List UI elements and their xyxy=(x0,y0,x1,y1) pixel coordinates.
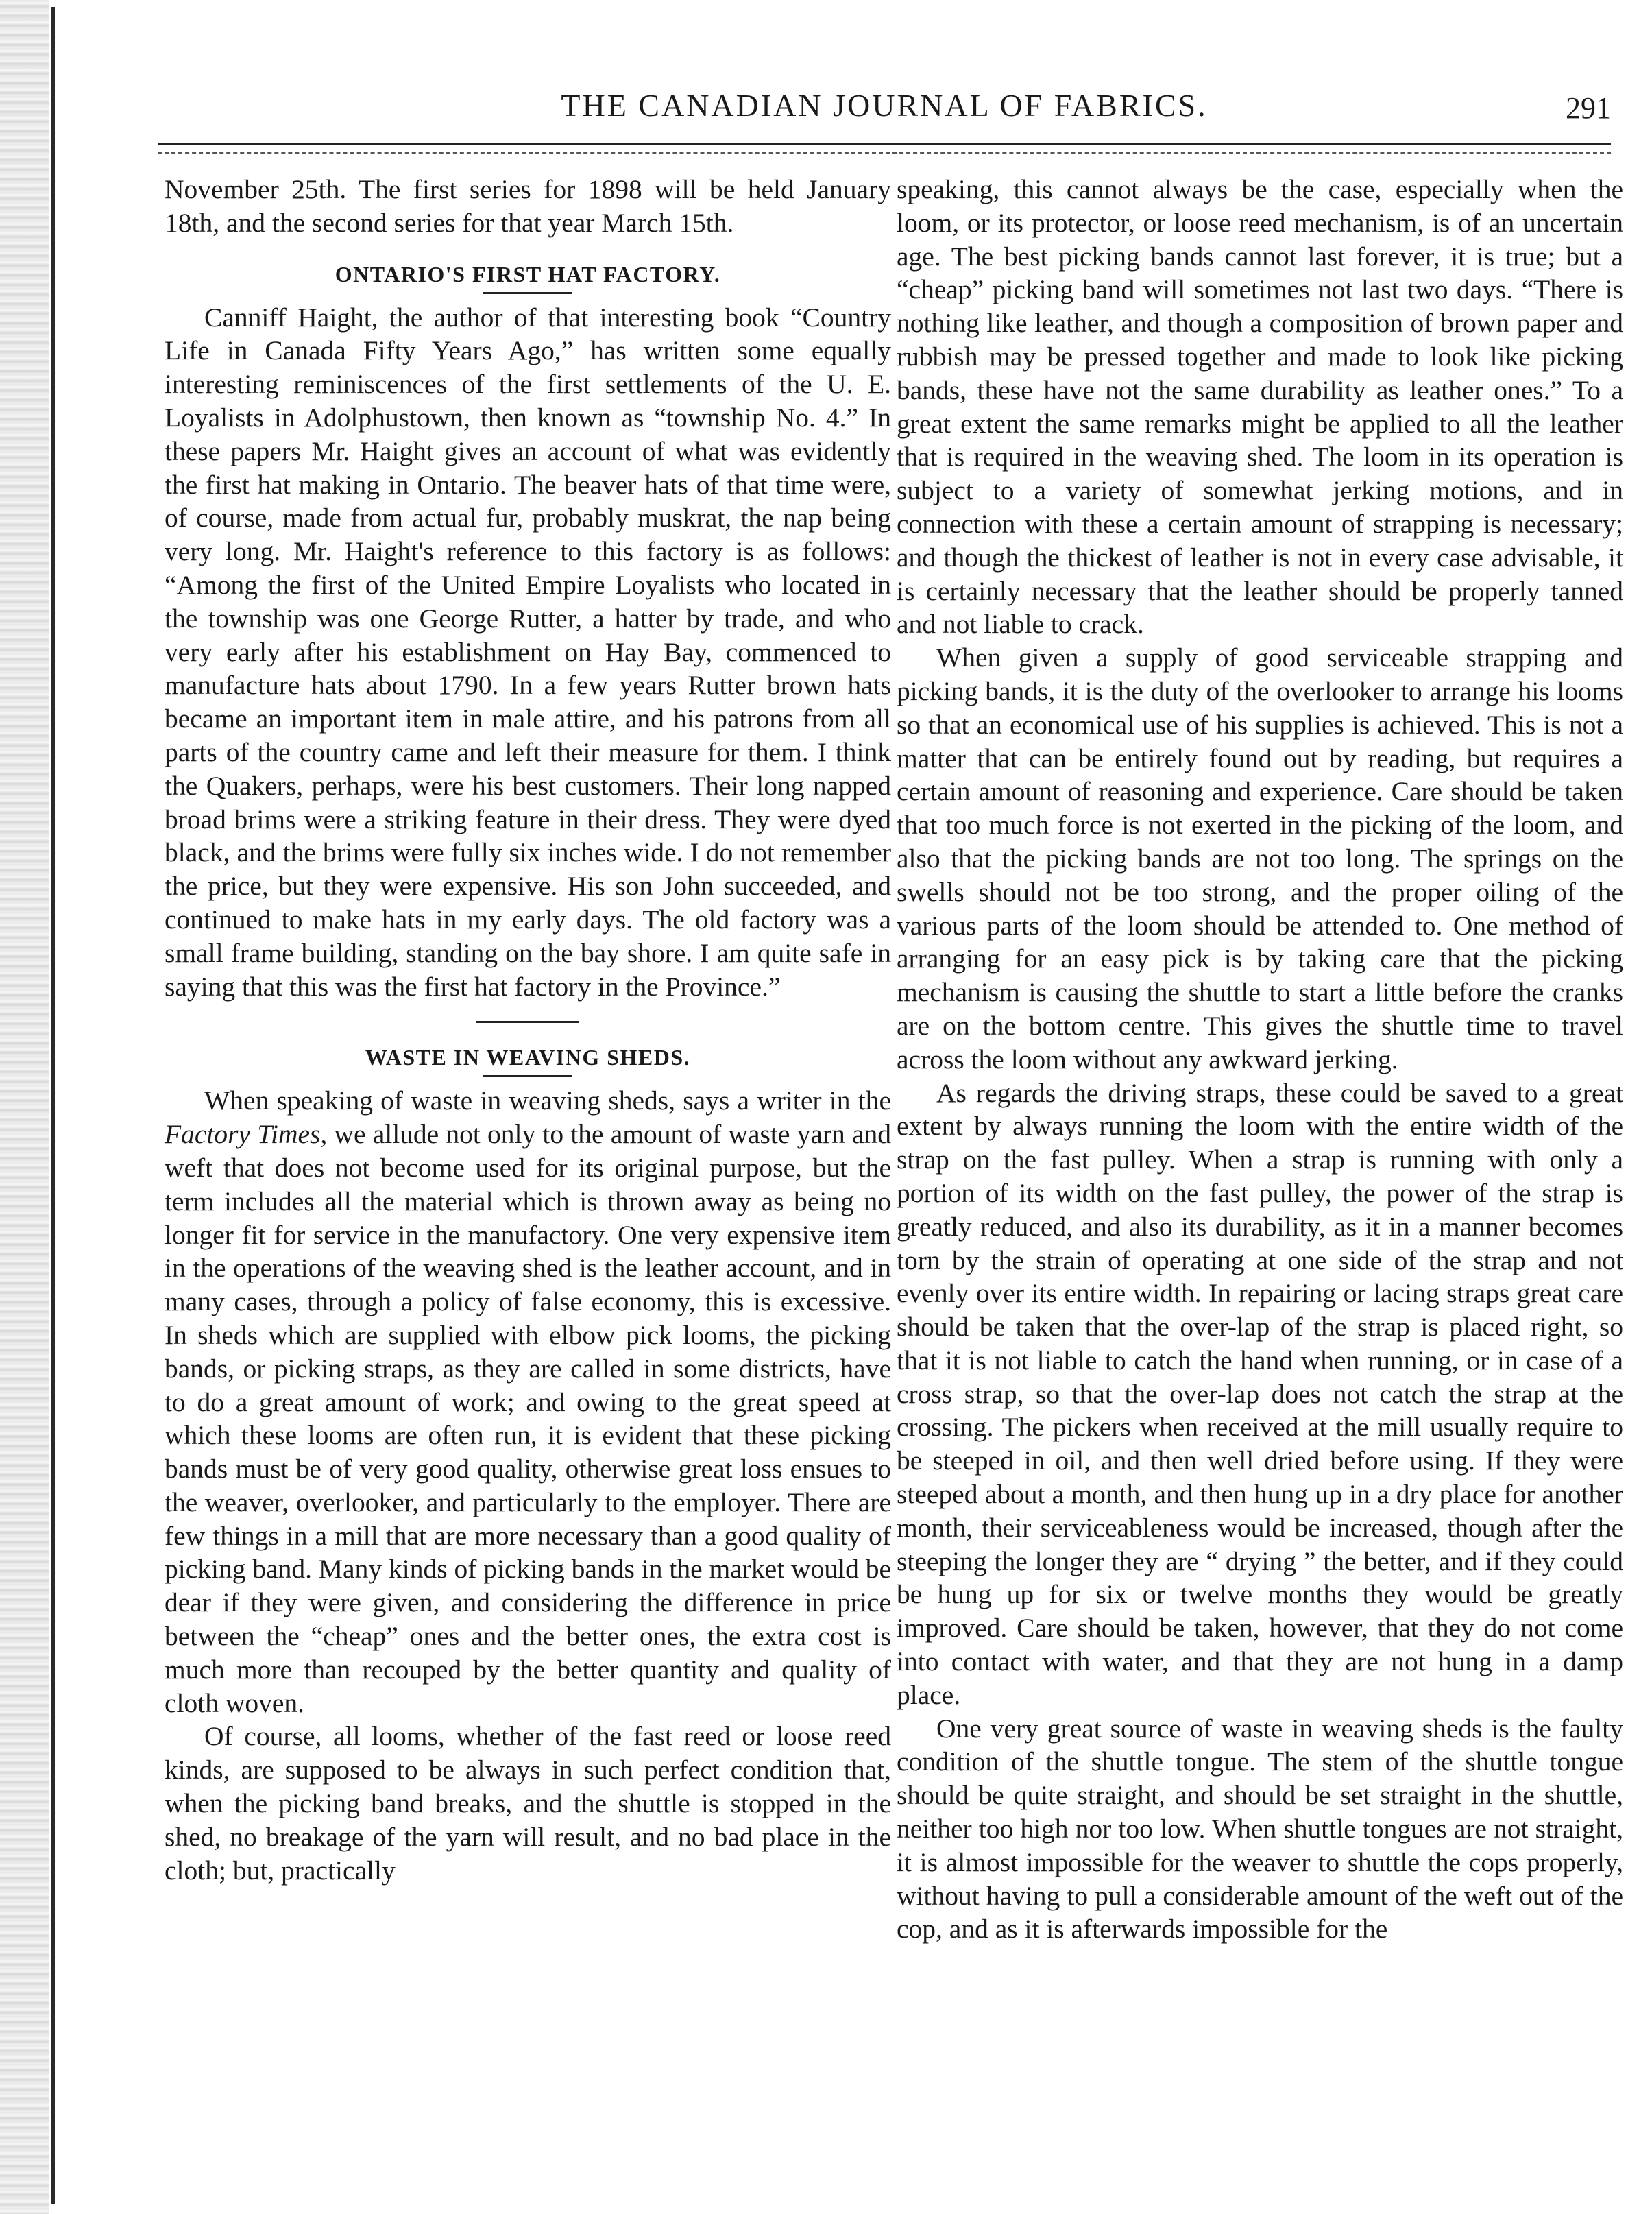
source-publication: Factory Times xyxy=(165,1119,321,1150)
waste-paragraph-continued: speaking, this cannot always be the case, especially when the loom, or its protector, or loose reed mechanism, is of an uncertain age. The best picking bands cannot last forever, it is true; but a “cheap” picking band will sometimes not last two days. “There is nothing like leather, and though a composition of brown paper and rubbish may be pressed together and made to look like picking bands, these have not the same durability as leather ones.” To a great extent the same remarks might be applied to all the leather that is required in the weaving shed. The loom in its operation is subject to a variety of somewhat jerking motions, and in connection with these a certain amount of strapping is necessary; and though the thickest of leather is not in every case advisable, it is certainly necessary that the leather should be properly tanned and not liable to crack. xyxy=(897,174,1623,640)
paragraph-text: When speaking of waste in weaving sheds, says a writer in the xyxy=(204,1085,891,1116)
running-head xyxy=(158,84,1611,132)
left-column xyxy=(165,173,891,1887)
header-rule xyxy=(158,143,1611,154)
waste-paragraph-4: As regards the driving straps, these could be saved to a great extent by always running the loom with the entire width of the strap on the fast pulley. When a strap is running with only a portion of its width on the fast pulley, the power of the strap is greatly reduced, and also its durability, as it in a manner becomes torn by the strain of operating at one side of the strap and not evenly over its entire width. In repairing or lacing straps great care should be taken that the over-lap of the strap is placed right, so that it is not liable to catch the hand when running, or in case of a cross strap, so that the over-lap does not catch the strap at the crossing. The pickers when received at the mill usually require to be steeped in oil, and then well dried before using. If they were steeped about a month, and then hung up in a dry place for another month, their serviceableness would be increased, though after the steeping the longer they are “ drying ” the better, and if they could be hung up for six or twelve months they would be greatly improved. Care should be taken, however, that they do not come into contact with water, and that they are not hung in a damp place. xyxy=(897,1077,1623,1710)
page-number: 291 xyxy=(1566,91,1611,125)
hat-factory-title: ONTARIO'S FIRST HAT FACTORY. xyxy=(335,261,721,287)
waste-weaving-title: WASTE IN WEAVING SHEDS. xyxy=(365,1045,691,1070)
title-rule xyxy=(483,1075,572,1077)
waste-paragraph-3: When given a supply of good serviceable strapping and picking bands, it is the duty of the overlooker to arrange his looms so that an economical use of his supplies is achieved. This is not a matter that can be entirely found out by reading, but requires a certain amount of reasoning and experience. Care should be taken that too much force is not exerted in the picking of the loom, and also that the picking bands are not too long. The springs on the swells should not be too strong, and the proper oiling of the various parts of the loom should be attended to. One method of arranging for an easy pick is by taking care that the picking mechanism is causing the shuttle to start a little before the cranks are on the bottom centre. This gives the shuttle time to travel across the loom without any awkward jerking. xyxy=(897,642,1623,1074)
waste-paragraph-5: One very great source of waste in weaving sheds is the faulty condition of the shuttle tongue. The stem of the shuttle tongue should be quite straight, and should be set straight in the shuttle, neither too high nor too low. When shuttle tongues are not straight, it is almost impossible for the weaver to shuttle the cops properly, without having to pull a considerable amount of the weft out of the cop, and as it is afterwards impossible for the xyxy=(897,1713,1623,1945)
paragraph-text: , we allude not only to the amount of waste yarn and weft that does not become used for its original purpose, but the term includes all the material which is thrown away as being no longer fit for service in the manufactory. One very expensive item in the operations of the weaving shed is the leather account, and in many cases, through a policy of false economy, this is excessive. In sheds which are supplied with elbow pick looms, the picking bands, or picking straps, as they are called in some districts, have to do a great amount of work; and owing to the great speed at which these looms are often run, it is evident that these picking bands must be of very good quality, otherwise great loss ensues to the weaver, overlooker, and particularly to the employer. There are few things in a mill that are more necessary than a good quality of picking band. Many kinds of picking bands in the market would be dear if they were given, and considering the difference in price between the “cheap” ones and the better ones, the extra cost is much more than recouped by the better quantity and quality of cloth woven. xyxy=(165,1119,891,1718)
article-end-rule xyxy=(476,1021,579,1023)
right-column xyxy=(897,173,1623,1946)
waste-paragraph-2: Of course, all looms, whether of the fast reed or loose reed kinds, are supposed to be always in such perfect condition that, when the picking band breaks, and the shuttle is stopped in the shed, no breakage of the yarn will result, and no bad place in the cloth; but, practically xyxy=(165,1721,891,1886)
hat-factory-paragraph: Canniff Haight, the author of that interesting book “Country Life in Canada Fifty Years Ago,” has written some equally interesting reminiscences of the first settlements of the U. E. Loyalists in Adolphustown, then known as “township No. 4.” In these papers Mr. Haight gives an account of what was evidently the first hat making in Ontario. The beaver hats of that time were, of course, made from actual fur, probably muskrat, the nap being very long. Mr. Haight's reference to this factory is as follows: “Among the first of the United Empire Loyalists who located in the township was one George Rutter, a hatter by trade, and who very early after his establishment on Hay Bay, commenced to manufacture hats about 1790. In a few years Rutter brown hats became an important item in male attire, and his patrons from all parts of the country came and left their measure for them. I think the Quakers, perhaps, were his best customers. Their long napped broad brims were a striking feature in their dress. They were dyed black, and the brims were fully six inches wide. I do not remember the price, but they were expensive. His son John succeeded, and continued to make hats in my early days. The old factory was a small frame building, standing on the bay shore. I am quite safe in saying that this was the first hat factory in the Province.” xyxy=(165,302,891,1002)
waste-paragraph-1 xyxy=(165,1084,891,1720)
notice-paragraph: November 25th. The first series for 1898 will be held January 18th, and the second series for that year March 15th. xyxy=(165,174,891,238)
title-rule xyxy=(483,292,572,294)
binding-line xyxy=(51,7,55,2204)
journal-title: THE CANADIAN JOURNAL OF FABRICS. xyxy=(561,88,1208,123)
page-binding-edge xyxy=(0,0,49,2214)
